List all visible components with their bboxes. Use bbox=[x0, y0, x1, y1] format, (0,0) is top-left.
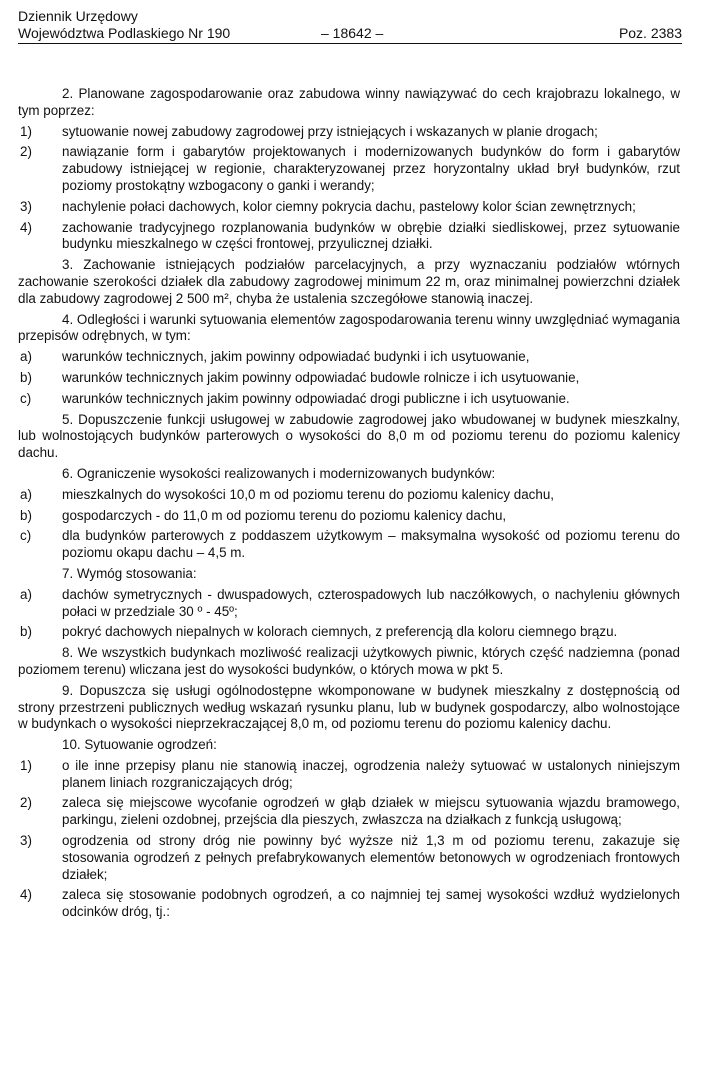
list-item-number: c) bbox=[20, 528, 32, 544]
list-item bbox=[18, 758, 680, 792]
list-item-number: a) bbox=[20, 586, 32, 602]
list-item bbox=[18, 220, 680, 254]
list-item bbox=[18, 528, 680, 562]
list-item-number: 3) bbox=[20, 833, 32, 849]
paragraph: 8. We wszystkich budynkach mozliwość realizacji użytkowych piwnic, których część nadziemna (ponad poziomem terenu) wliczana jest do wysokości budynków, o których mowa w pkt 5. bbox=[18, 645, 680, 677]
journal-title: Dziennik Urzędowy bbox=[18, 8, 138, 24]
paragraph: 5. Dopuszczenie funkcji usługowej w zabudowie zagrodowej jako wbudowanej w budynek mieszkalny, lub wolnostojących budynków parterowych o wysokości do 8,0 m od poziomu terenu do poziomu kalenicy dachu. bbox=[18, 411, 680, 461]
list-item bbox=[18, 887, 680, 921]
document-body bbox=[18, 86, 680, 925]
list-item-text: nawiązanie form i gabarytów projektowanych i modernizowanych budynków do form i gabarytów zabudowy istniejącej w regionie, charakteryzowanej przez horyzontalny układ brył budynków, rzut poziomy prostokątny wzbogacony o ganki i werandy; bbox=[62, 144, 680, 193]
list-item-number: c) bbox=[20, 390, 32, 406]
list-item bbox=[18, 508, 680, 525]
paragraph: 2. Planowane zagospodarowanie oraz zabudowa winny nawiązywać do cech krajobrazu lokalnego, w tym poprzez: bbox=[18, 86, 680, 118]
list-item-number: 2) bbox=[20, 144, 32, 160]
list-item-text: zaleca się stosowanie podobnych ogrodzeń, a co najmniej tej samej wysokości wzdłuż wydzielonych odcinków dróg, tj.: bbox=[62, 887, 680, 920]
list-item-number: 3) bbox=[20, 198, 32, 214]
list-item-text: warunków technicznych, jakim powinny odpowiadać budynki i ich usytuowanie, bbox=[62, 349, 530, 365]
list-item bbox=[18, 370, 680, 387]
list-item-number: 4) bbox=[20, 219, 32, 235]
journal-issue: Województwa Podlaskiego Nr 190 bbox=[18, 25, 231, 41]
list-item-number: 2) bbox=[20, 795, 32, 811]
list-item-text: ogrodzenia od strony dróg nie powinny być wyższe niż 1,3 m od poziomu terenu, zakazuje się stosowania ogrodzeń z pełnych prefabrykowanych elementów betonowych w ogrodzeniach frontowych działek; bbox=[62, 833, 680, 882]
page-header bbox=[18, 8, 682, 44]
enumerated-list bbox=[18, 349, 680, 407]
list-item-text: warunków technicznych jakim powinny odpowiadać budowle rolnicze i ich usytuowanie, bbox=[62, 369, 580, 385]
enumerated-list bbox=[18, 758, 680, 921]
paragraph: 6. Ograniczenie wysokości realizowanych i modernizowanych budynków: bbox=[62, 465, 496, 481]
list-item bbox=[18, 587, 680, 621]
list-item-number: b) bbox=[20, 507, 32, 523]
list-item-text: nachylenie połaci dachowych, kolor ciemny pokrycia dachu, pastelowy kolor ścian zewnętrznych; bbox=[62, 198, 636, 214]
position-number: Poz. 2383 bbox=[618, 25, 682, 41]
list-item-number: b) bbox=[20, 624, 32, 640]
list-item bbox=[18, 144, 680, 194]
list-item-text: mieszkalnych do wysokości 10,0 m od poziomu terenu do poziomu kalenicy dachu, bbox=[62, 486, 554, 502]
list-item-number: 1) bbox=[20, 123, 32, 139]
list-item bbox=[18, 624, 680, 641]
list-item-text: dachów symetrycznych - dwuspadowych, czterospadowych lub naczółkowych, o nachyleniu głównych połaci w przedziale 30 º - 45º; bbox=[62, 586, 680, 619]
list-item-number: a) bbox=[20, 349, 32, 365]
list-item-text: o ile inne przepisy planu nie stanowią inaczej, ogrodzenia należy sytuować w ustalonych niniejszym planem liniach rozgraniczających dróg; bbox=[62, 757, 680, 790]
list-item bbox=[18, 199, 680, 216]
paragraph: 3. Zachowanie istniejących podziałów parcelacyjnych, a przy wyznaczaniu podziałów wtórnych zachowanie szerokości działek dla zabudowy zagrodowej minimum 22 m, oraz minimalnej powierzchni działek dla zabudowy zagrodowej 2 500 m², chyba że ustalenia szczegółowe stanowią inaczej. bbox=[18, 257, 680, 306]
list-item bbox=[18, 833, 680, 883]
list-item-text: zaleca się miejscowe wycofanie ogrodzeń w głąb działek w miejscu sytuowania wjazdu bramowego, parkingu, zieleni ozdobnej, przejścia dla pieszych, zwłaszcza na działkach z funkcją usługową; bbox=[62, 795, 680, 828]
list-item-text: pokryć dachowych niepalnych w kolorach ciemnych, z preferencją dla koloru ciemnego brązu. bbox=[62, 624, 618, 640]
list-item bbox=[18, 795, 680, 829]
enumerated-list bbox=[18, 124, 680, 254]
list-item-text: zachowanie tradycyjnego rozplanowania budynków w obrębie działki siedliskowej, przez sytuowanie budynku mieszkalnego w części frontowej, przyulicznej działki. bbox=[62, 219, 680, 252]
list-item bbox=[18, 124, 680, 141]
list-item bbox=[18, 487, 680, 504]
list-item bbox=[18, 349, 680, 366]
enumerated-list bbox=[18, 587, 680, 641]
paragraph: 10. Sytuowanie ogrodzeń: bbox=[62, 737, 217, 753]
paragraph: 7. Wymóg stosowania: bbox=[62, 565, 197, 581]
list-item-number: b) bbox=[20, 369, 32, 385]
list-item bbox=[18, 391, 680, 408]
paragraph: 4. Odległości i warunki sytuowania elementów zagospodarowania terenu winny uwzględniać wymagania przepisów odrębnych, w tym: bbox=[18, 311, 680, 344]
enumerated-list bbox=[18, 487, 680, 562]
list-item-text: dla budynków parterowych z poddaszem użytkowym – maksymalna wysokość od poziomu terenu do poziomu okapu dachu – 4,5 m. bbox=[62, 528, 680, 561]
paragraph: 9. Dopuszcza się usługi ogólnodostępne wkomponowane w budynek mieszkalny z dostępnością od strony przestrzeni publicznych według wskazań rysunku planu, lub w budynek gospodarczy, albo wolnostojące w budynkach o wysokości nieprzekraczającej 8,0 m, od poziomu terenu do poziomu kalenicy dachu. bbox=[18, 682, 680, 732]
list-item-number: 1) bbox=[20, 757, 32, 773]
list-item-number: 4) bbox=[20, 887, 32, 903]
list-item-number: a) bbox=[20, 486, 32, 502]
list-item-text: warunków technicznych jakim powinny odpowiadać drogi publiczne i ich usytuowanie. bbox=[62, 390, 570, 406]
list-item-text: gospodarczych - do 11,0 m od poziomu terenu do poziomu kalenicy dachu, bbox=[62, 507, 507, 523]
header-line bbox=[18, 25, 682, 44]
page-number: – 18642 – bbox=[321, 25, 384, 41]
list-item-text: sytuowanie nowej zabudowy zagrodowej przy istniejących i wskazanych w planie drogach; bbox=[62, 123, 598, 139]
